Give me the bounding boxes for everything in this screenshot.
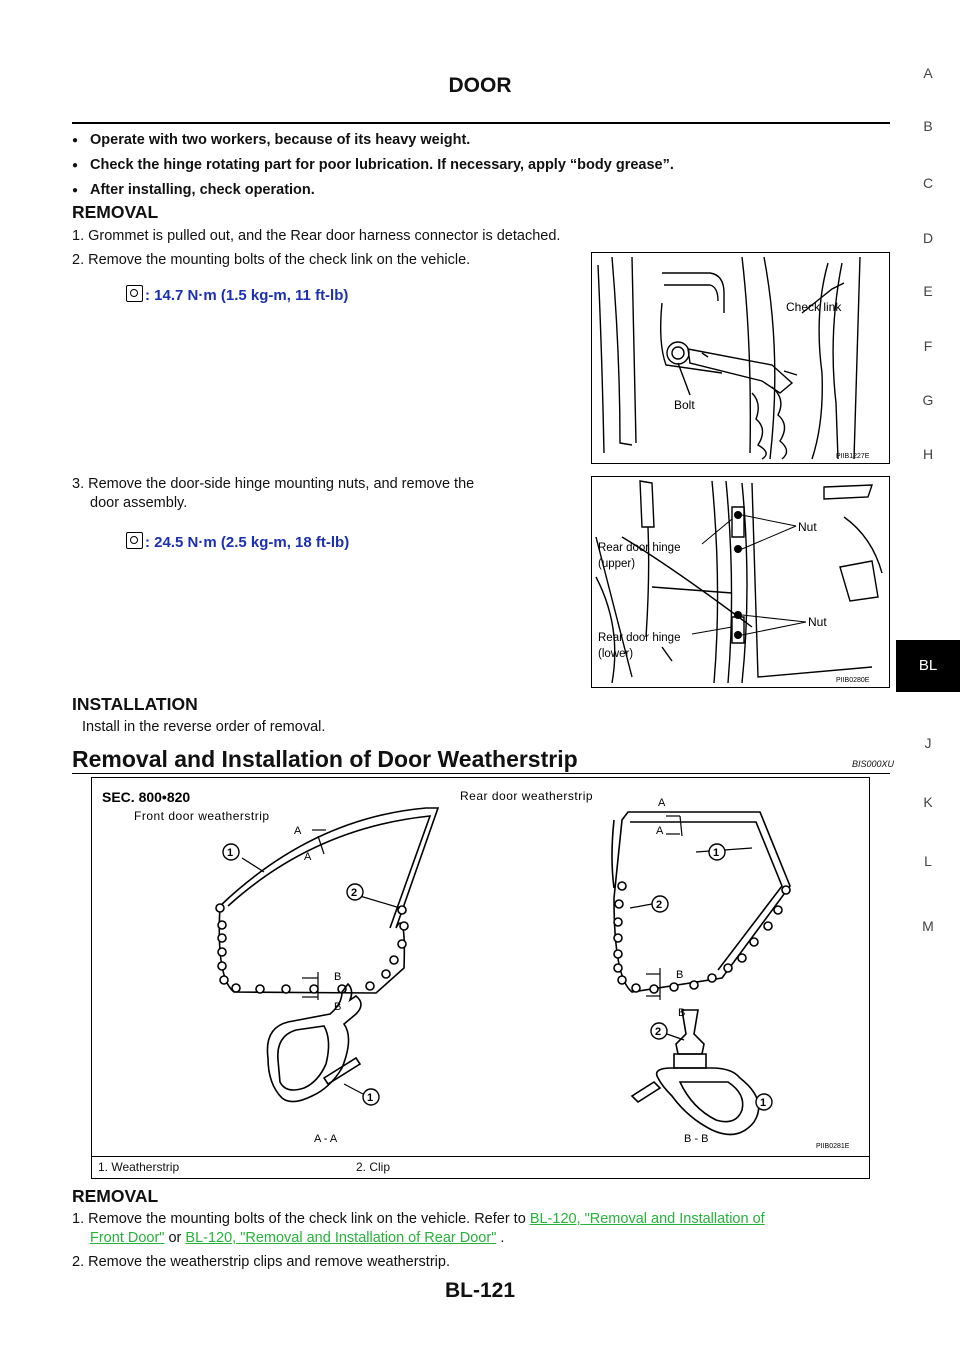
svg-text:1: 1 <box>367 1092 374 1104</box>
torque-wrench-icon <box>126 532 143 549</box>
index-tab-a[interactable]: A <box>923 65 933 81</box>
link-front-door[interactable]: BL-120, "Removal and Installation of <box>529 1211 765 1227</box>
header-rule <box>72 122 890 124</box>
installation-text: Install in the reverse order of removal. <box>82 719 326 735</box>
section-heading: Removal and Installation of Door Weatherstrip <box>72 746 578 772</box>
label-front-weatherstrip: Front door weatherstrip <box>134 809 270 823</box>
figure-rear-door-hinge-drawing <box>592 477 889 687</box>
label-section-a: A <box>294 825 302 837</box>
figure-code: PIIB0280E <box>836 677 870 684</box>
svg-text:1: 1 <box>227 847 234 859</box>
index-tab-b[interactable]: B <box>923 118 933 134</box>
torque-spec-2 <box>126 532 349 551</box>
index-tab-j[interactable]: J <box>924 735 932 751</box>
callout-2 <box>652 896 668 912</box>
svg-text:1: 1 <box>713 847 720 859</box>
index-tab-k[interactable]: K <box>923 794 933 810</box>
label-section-aa: A - A <box>314 1133 338 1145</box>
callout-1 <box>363 1089 379 1105</box>
or-text: or <box>164 1230 186 1246</box>
figure-code: PIIB1227E <box>836 453 870 460</box>
removal-heading: REMOVAL <box>72 202 159 222</box>
caution-list <box>72 128 882 203</box>
label-section-a: A <box>658 797 666 809</box>
removal-step-1: 1. Grommet is pulled out, and the Rear door harness connector is detached. <box>72 228 561 244</box>
torque-spec-1 <box>126 285 348 304</box>
label-rear-weatherstrip: Rear door weatherstrip <box>460 789 594 803</box>
label-hinge-upper-sub: (upper) <box>598 558 636 570</box>
label-bolt: Bolt <box>674 398 695 412</box>
callout-2 <box>347 884 363 900</box>
figure-legend <box>91 1156 870 1179</box>
caution-item: ● Operate with two workers, because of its heavy weight. <box>72 128 882 153</box>
svg-text:1: 1 <box>760 1097 767 1109</box>
caution-item: ● Check the hinge rotating part for poor lubrication. If necessary, apply “body grease”. <box>72 153 882 178</box>
removal2-step-1 <box>72 1210 892 1229</box>
label-section-b: B <box>334 1001 342 1013</box>
callout-1 <box>756 1094 772 1110</box>
legend-weatherstrip: 1. Weatherstrip <box>98 1160 180 1174</box>
caution-item: ● After installing, check operation. <box>72 178 882 203</box>
link-rear-door[interactable]: BL-120, "Removal and Installation of Rear Door" <box>185 1230 497 1246</box>
label-section-b: B <box>334 971 342 983</box>
page-number: BL-121 <box>444 1279 516 1302</box>
label-section-a: A <box>656 825 664 837</box>
label-section-bb: B - B <box>684 1133 709 1145</box>
figure-weatherstrip-drawing <box>92 778 869 1156</box>
leader-line <box>667 1034 684 1040</box>
callout-2 <box>651 1023 667 1039</box>
leader-line <box>344 1084 363 1094</box>
removal-heading-2: REMOVAL <box>72 1186 159 1206</box>
label-section-a: A <box>304 851 312 863</box>
label-hinge-upper: Rear door hinge <box>598 542 681 554</box>
label-section-b: B <box>678 1007 686 1019</box>
installation-heading: INSTALLATION <box>72 694 198 714</box>
section-code: BIS000XU <box>852 759 895 769</box>
page-title: DOOR <box>448 74 512 97</box>
removal2-step-2: 2. Remove the weatherstrip clips and remove weatherstrip. <box>72 1254 450 1270</box>
svg-text:2: 2 <box>351 887 358 899</box>
index-tab-l[interactable]: L <box>924 853 932 869</box>
removal-step-3-line-2: door assembly. <box>90 495 188 511</box>
index-tab-bl[interactable]: BL <box>896 640 960 692</box>
torque-spec-1-text: : 14.7 N·m (1.5 kg-m, 11 ft-lb) <box>145 287 349 304</box>
callout-1 <box>223 844 239 860</box>
legend-clip: 2. Clip <box>356 1160 391 1174</box>
index-tab-g[interactable]: G <box>922 392 934 408</box>
index-tab-h[interactable]: H <box>922 446 934 462</box>
callout-1 <box>709 844 725 860</box>
label-section-b: B <box>676 969 684 981</box>
figure-check-link-drawing <box>592 253 889 463</box>
label-hinge-lower: Rear door hinge <box>598 632 681 644</box>
index-tab-m[interactable]: M <box>922 918 934 934</box>
figure-weatherstrip <box>91 777 870 1157</box>
removal2-step-1-cont <box>90 1229 504 1248</box>
section-number: SEC. 800•820 <box>102 789 191 805</box>
torque-spec-2-text: : 24.5 N·m (2.5 kg-m, 18 ft-lb) <box>145 534 350 551</box>
label-hinge-lower-sub: (lower) <box>598 648 634 660</box>
removal-step-2: 2. Remove the mounting bolts of the check link on the vehicle. <box>72 252 471 268</box>
period-text: . <box>496 1230 505 1246</box>
link-front-door-cont[interactable]: Front Door" <box>90 1230 165 1246</box>
svg-text:2: 2 <box>655 1026 662 1038</box>
figure-rear-door-hinge <box>591 476 890 688</box>
figure-code: PIIB0281E <box>816 1143 850 1150</box>
figure-check-link <box>591 252 890 464</box>
index-tab-d[interactable]: D <box>922 230 934 246</box>
label-nut-lower: Nut <box>808 615 827 629</box>
label-nut-upper: Nut <box>798 520 817 534</box>
removal2-step-1-text: 1. Remove the mounting bolts of the check link on the vehicle. Refer to <box>72 1211 530 1227</box>
svg-text:2: 2 <box>656 899 663 911</box>
label-check-link: Check link <box>786 300 842 314</box>
index-tab-c[interactable]: C <box>922 175 934 191</box>
torque-wrench-icon <box>126 285 143 302</box>
section-rule <box>72 773 890 774</box>
index-tab-f[interactable]: F <box>923 338 933 354</box>
removal-step-3-line-1: 3. Remove the door-side hinge mounting nuts, and remove the <box>72 476 475 492</box>
index-tab-e[interactable]: E <box>923 283 933 299</box>
